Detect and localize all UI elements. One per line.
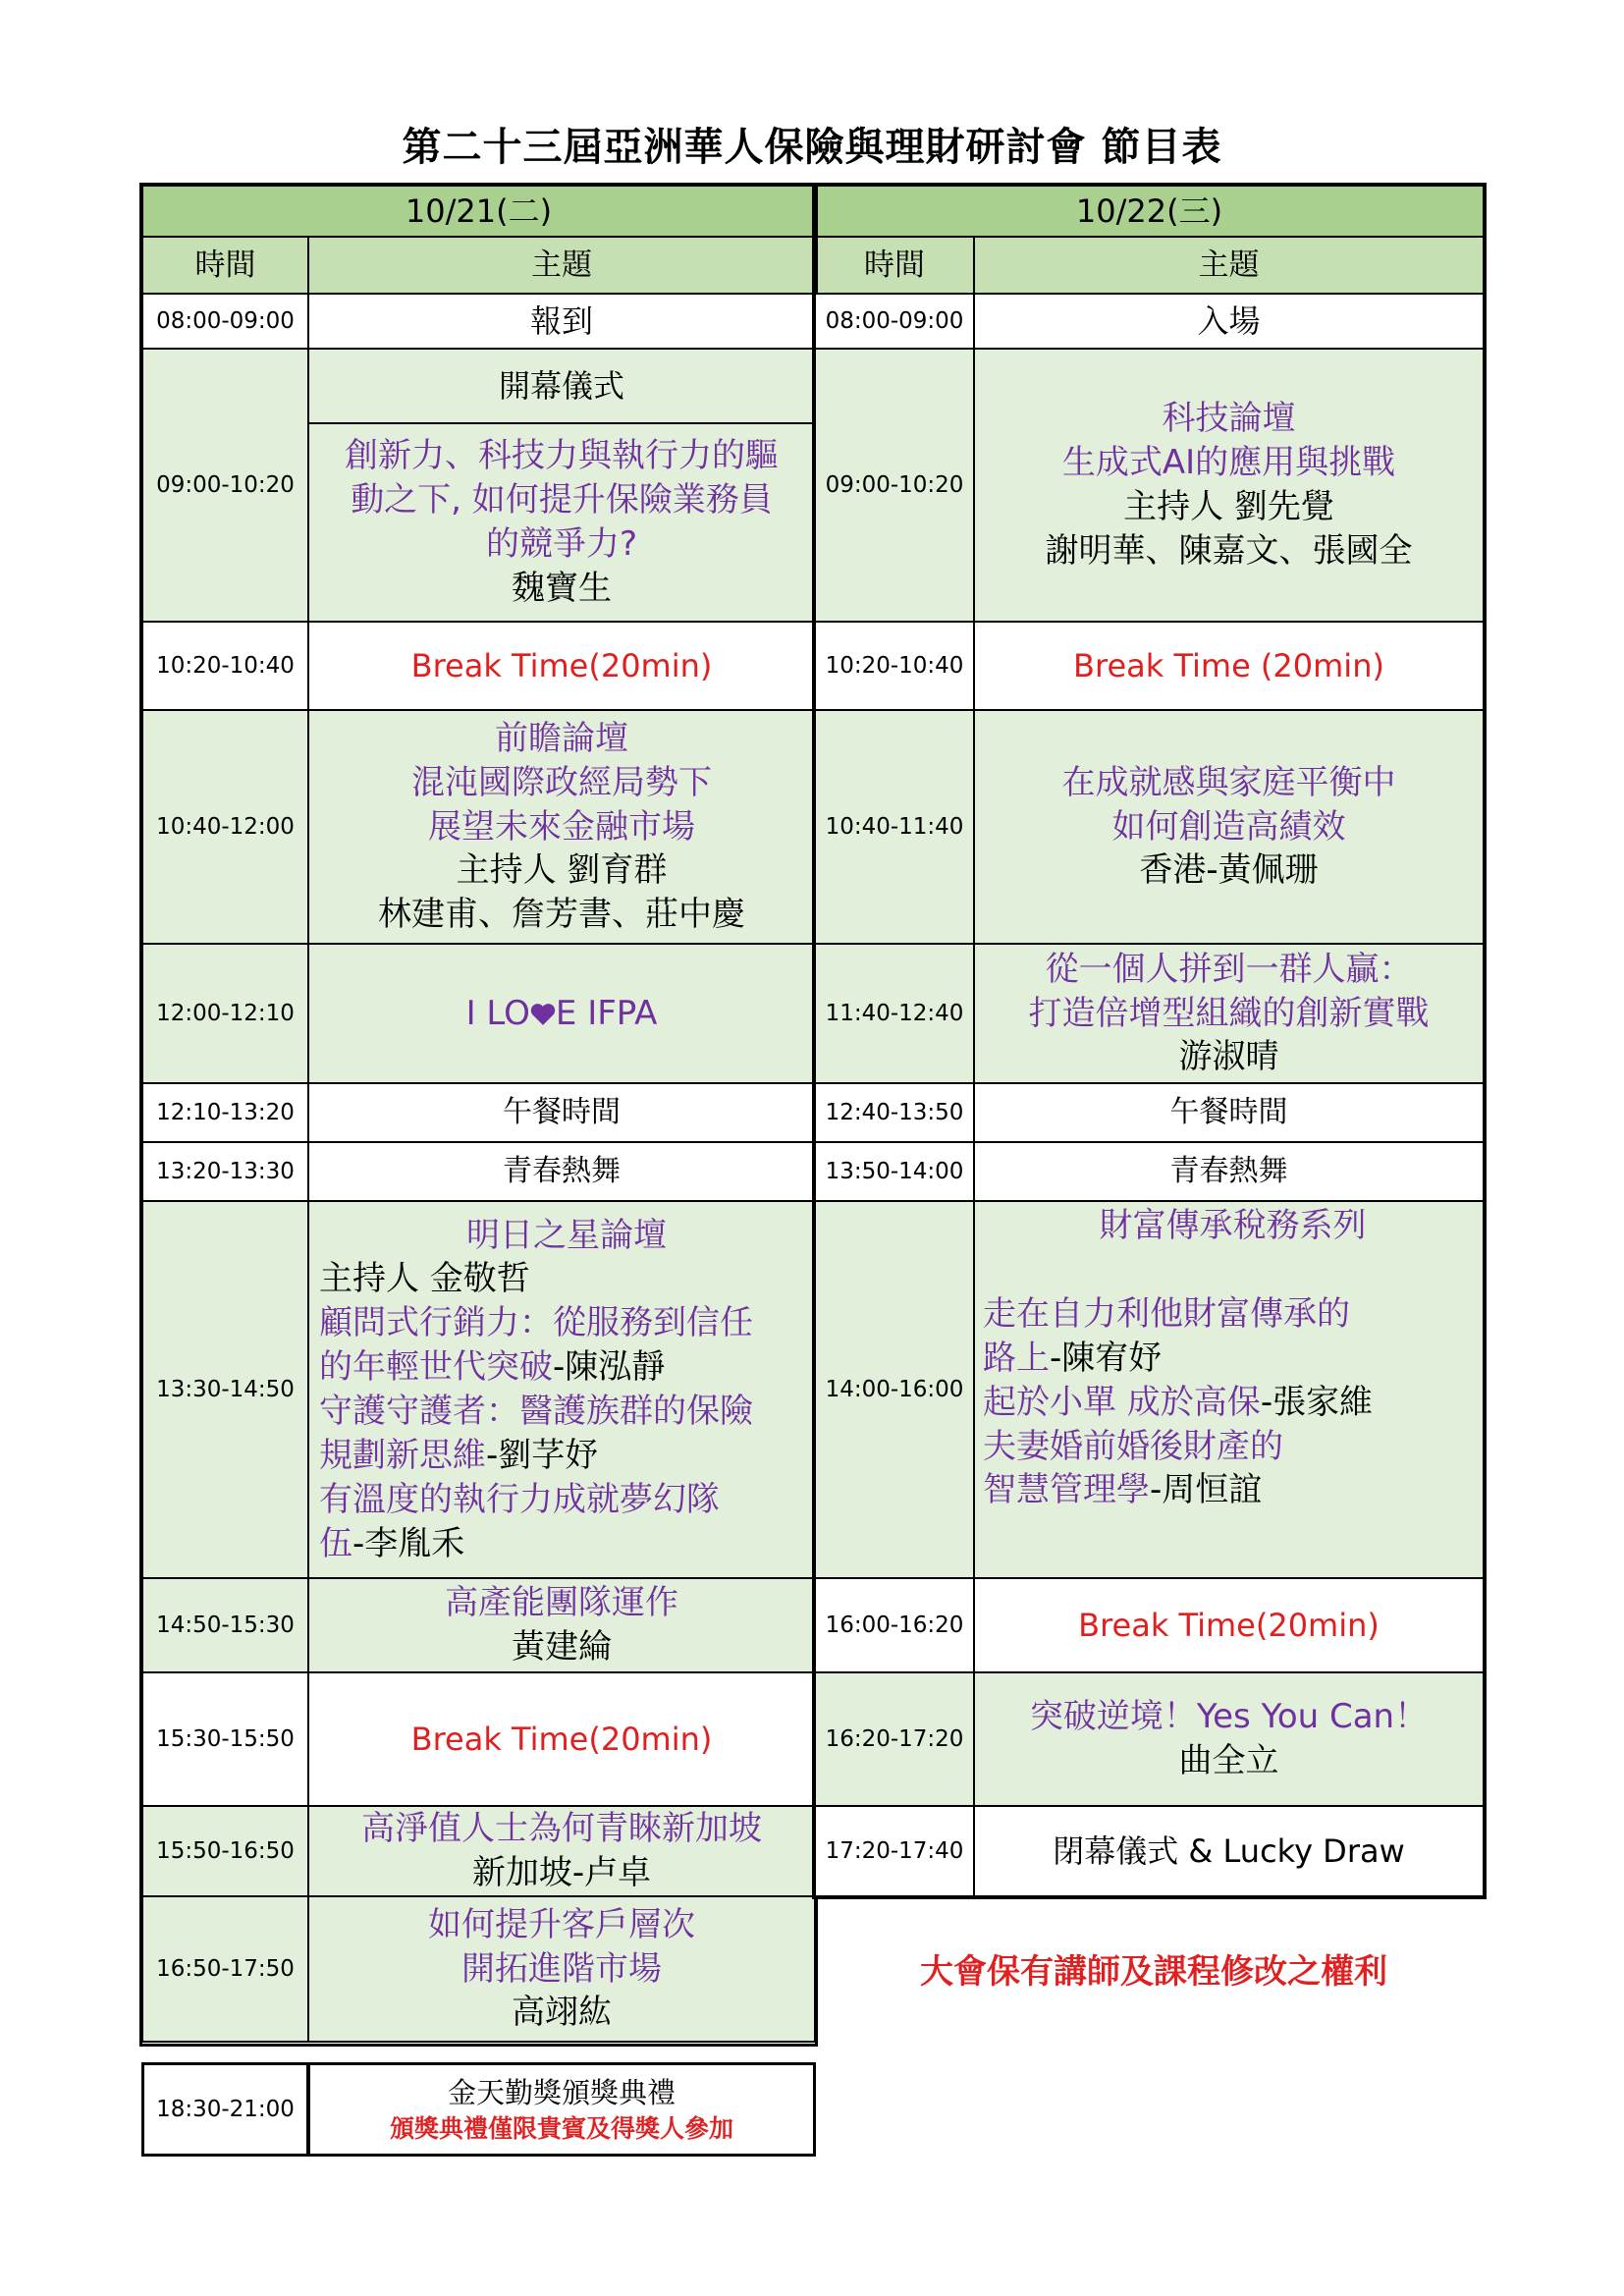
topic-header-label: 主題 — [1198, 246, 1260, 283]
series-title: 財富傳承稅務系列 — [1099, 1206, 1367, 1245]
speaker-name: 高翊紘 — [512, 1993, 612, 2033]
time-label: 10:20-10:40 — [825, 652, 964, 679]
day1-header — [141, 185, 816, 238]
time-label: 09:00-10:20 — [156, 471, 295, 498]
dance-label: 青春熱舞 — [1169, 1154, 1288, 1189]
day1-topic-r2 — [307, 422, 816, 623]
time-header-label: 時間 — [194, 246, 256, 283]
day2-time-r4 — [814, 709, 975, 945]
speaker-name: -劉芓妤 — [486, 1435, 599, 1475]
topic-line: 動之下, 如何提升保險業務員 — [351, 480, 773, 520]
time-header-label: 時間 — [864, 246, 925, 283]
break-label: Break Time (20min) — [1073, 646, 1384, 684]
topic-label: 開幕儀式 — [498, 366, 624, 405]
day1-topic-r8 — [307, 1200, 816, 1579]
award-title: 金天勤獎頒獎典禮 — [447, 2076, 676, 2110]
topic-line: 生成式AI的應用與挑戰 — [1061, 443, 1396, 483]
day2-time-r11 — [814, 1805, 975, 1897]
day1-time-r7 — [141, 1141, 309, 1202]
host-name: 主持人 劉先覺 — [1123, 487, 1334, 526]
time-label: 08:00-09:00 — [156, 307, 295, 334]
day2-topic-r10 — [973, 1671, 1485, 1807]
day1-topic-r1 — [307, 293, 816, 350]
speaker-name: -周恒誼 — [1150, 1470, 1263, 1510]
lunch-label: 午餐時間 — [1169, 1095, 1288, 1130]
day2-time-r1 — [814, 293, 975, 350]
day2-topic-header — [973, 236, 1485, 295]
ilove-suffix: E IFPA — [555, 993, 658, 1033]
day2-topic-r9 — [973, 1577, 1485, 1673]
time-label: 13:20-13:30 — [156, 1158, 295, 1184]
lunch-label: 午餐時間 — [503, 1095, 621, 1130]
time-label: 14:00-16:00 — [825, 1376, 964, 1402]
talk-line: 顧問式行銷力：從服務到信任 — [319, 1303, 753, 1343]
talk-line: 的年輕世代突破 — [319, 1347, 553, 1388]
day2-time-r10 — [814, 1671, 975, 1807]
time-label: 12:40-13:50 — [825, 1099, 964, 1125]
ilove-prefix: I LO — [465, 993, 530, 1033]
time-label: 18:30-21:00 — [156, 2096, 295, 2122]
day2-time-r8 — [814, 1200, 975, 1579]
talk-line: 起於小單 成於高保 — [983, 1382, 1261, 1422]
day1-time-r8 — [141, 1200, 309, 1579]
topic-line: 在成就感與家庭平衡中 — [1061, 762, 1396, 802]
time-label: 10:40-11:40 — [825, 813, 964, 840]
topic-line: 創新力、科技力與執行力的驅 — [345, 436, 779, 476]
topic-label: 報到 — [529, 301, 593, 340]
time-label: 10:40-12:00 — [156, 813, 295, 840]
time-label: 16:50-17:50 — [156, 1955, 295, 1982]
talk-line: 夫妻婚前婚後財產的 — [983, 1426, 1283, 1466]
topic-line: 前瞻論壇 — [495, 718, 628, 758]
day1-topic-r3 — [307, 621, 816, 711]
topic-header-label: 主題 — [531, 246, 592, 283]
talk-line: 守護守護者：醫護族群的保險 — [319, 1392, 753, 1431]
award-topic — [307, 2062, 816, 2157]
day2-topic-r1 — [973, 293, 1485, 350]
day2-label: 10/22(三) — [1075, 191, 1223, 230]
talk-line: 規劃新思維 — [319, 1435, 486, 1475]
day1-time-r1 — [141, 293, 309, 350]
day1-topic-r11 — [307, 1805, 816, 1897]
day1-time-r4 — [141, 709, 309, 945]
day2-time-header — [814, 236, 975, 295]
topic-line: 的競爭力? — [485, 524, 638, 564]
speaker-name: -陳泓靜 — [553, 1347, 666, 1388]
day1-time-r2 — [141, 348, 309, 623]
time-label: 11:40-12:40 — [825, 1000, 964, 1026]
day2-time-r3 — [814, 621, 975, 711]
day1-label: 10/21(二) — [405, 191, 553, 230]
break-label: Break Time(20min) — [410, 1720, 713, 1758]
day2-header — [814, 185, 1485, 238]
day2-time-r9 — [814, 1577, 975, 1673]
day2-topic-r4 — [973, 709, 1485, 945]
day1-ceremony-r2 — [307, 348, 816, 424]
time-label: 14:50-15:30 — [156, 1612, 295, 1638]
speaker-name: -張家維 — [1260, 1382, 1374, 1422]
topic-line: 從一個人拼到一群人贏： — [1045, 949, 1413, 989]
award-time — [141, 2062, 309, 2157]
day1-topic-r7 — [307, 1141, 816, 1202]
day1-time-r3 — [141, 621, 309, 711]
topic-line: 打造倍增型組織的創新實戰 — [1028, 993, 1430, 1033]
day2-topic-r6 — [973, 1082, 1485, 1143]
day2-time-r2 — [814, 348, 975, 623]
day1-topic-r10 — [307, 1671, 816, 1807]
speaker-name: 魏寶生 — [512, 568, 612, 608]
ilove-ifpa-text — [466, 992, 658, 1036]
topic-line: 如何提升客戶層次 — [428, 1904, 695, 1944]
time-label: 12:00-12:10 — [156, 1000, 295, 1026]
day2-topic-r5 — [973, 943, 1485, 1084]
host-name: 主持人 劉育群 — [456, 850, 668, 891]
talk-line: 伍 — [319, 1523, 352, 1563]
day1-topic-header — [307, 236, 816, 295]
dance-label: 青春熱舞 — [503, 1154, 621, 1189]
topic-line: 展望未來金融市場 — [428, 806, 695, 847]
day1-topic-r5 — [307, 943, 816, 1084]
talk-line: 智慧管理學 — [983, 1470, 1150, 1510]
day2-time-r7 — [814, 1141, 975, 1202]
time-label: 08:00-09:00 — [825, 307, 964, 334]
topic-line: 科技論壇 — [1162, 399, 1296, 439]
day1-time-r9 — [141, 1577, 309, 1673]
day2-topic-r2 — [973, 348, 1485, 623]
day2-time-r5 — [814, 943, 975, 1084]
topic-line: 高淨值人士為何青睞新加坡 — [361, 1809, 762, 1849]
panel-names: 林建甫、詹芳書、莊中慶 — [378, 895, 745, 935]
forum-title: 明日之星論壇 — [466, 1215, 667, 1255]
host-name: 主持人 金敬哲 — [319, 1259, 530, 1299]
day2-topic-r3 — [973, 621, 1485, 711]
heart-icon — [530, 1003, 556, 1026]
page-title: 第二十三屆亞洲華人保險與理財研討會 節目表 — [402, 125, 1222, 170]
day1-time-r5 — [141, 943, 309, 1084]
panel-names: 謝明華、陳嘉文、張國全 — [1045, 530, 1413, 571]
break-label: Break Time(20min) — [410, 646, 713, 684]
day1-time-r11 — [141, 1805, 309, 1897]
day1-topic-r12 — [307, 1895, 816, 2043]
topic-line: 混沌國際政經局勢下 — [411, 762, 712, 802]
time-label: 13:30-14:50 — [156, 1376, 295, 1402]
topic-line: 如何創造高績效 — [1111, 806, 1346, 847]
talk-line: 有溫度的執行力成就夢幻隊 — [319, 1479, 720, 1519]
day2-topic-r8 — [973, 1200, 1485, 1579]
speaker-name: 香港-黃佩珊 — [1139, 850, 1319, 891]
day2-time-r6 — [814, 1082, 975, 1143]
time-label: 12:10-13:20 — [156, 1099, 295, 1125]
time-label: 17:20-17:40 — [825, 1837, 964, 1864]
topic-line: 高產能團隊運作 — [445, 1583, 678, 1623]
time-label: 16:20-17:20 — [825, 1725, 964, 1752]
topic-label: 入場 — [1197, 301, 1261, 340]
speaker-name: 黃建綸 — [512, 1627, 612, 1667]
topic-line: 突破逆境！Yes You Can！ — [1029, 1697, 1429, 1737]
time-label: 10:20-10:40 — [156, 652, 295, 679]
speaker-name: -李胤禾 — [352, 1523, 465, 1563]
award-note: 頒獎典禮僅限貴賓及得獎人參加 — [389, 2113, 733, 2143]
speaker-name: 曲全立 — [1178, 1741, 1279, 1780]
talk-line: 路上 — [983, 1338, 1050, 1378]
closing-label: 閉幕儀式 & Lucky Draw — [1053, 1831, 1405, 1870]
break-label: Break Time(20min) — [1078, 1606, 1380, 1644]
day1-time-r12 — [141, 1895, 309, 2043]
day1-topic-r6 — [307, 1082, 816, 1143]
day1-topic-r9 — [307, 1577, 816, 1673]
time-label: 13:50-14:00 — [825, 1158, 964, 1184]
topic-line: 開拓進階市場 — [461, 1948, 662, 1989]
time-label: 15:50-16:50 — [156, 1837, 295, 1864]
day2-topic-r11 — [973, 1805, 1485, 1897]
time-label: 15:30-15:50 — [156, 1725, 295, 1752]
day1-time-r10 — [141, 1671, 309, 1807]
disclaimer-note: 大會保有講師及課程修改之權利 — [920, 1952, 1387, 1992]
day1-time-header — [141, 236, 309, 295]
day1-time-r6 — [141, 1082, 309, 1143]
day2-topic-r7 — [973, 1141, 1485, 1202]
speaker-name: -陳宥妤 — [1050, 1338, 1163, 1378]
time-label: 16:00-16:20 — [825, 1612, 964, 1638]
time-label: 09:00-10:20 — [825, 471, 964, 498]
speaker-name: 游淑晴 — [1178, 1037, 1279, 1077]
talk-line: 走在自力利他財富傳承的 — [983, 1293, 1350, 1334]
speaker-name: 新加坡-卢卓 — [471, 1853, 652, 1892]
day1-topic-r4 — [307, 709, 816, 945]
